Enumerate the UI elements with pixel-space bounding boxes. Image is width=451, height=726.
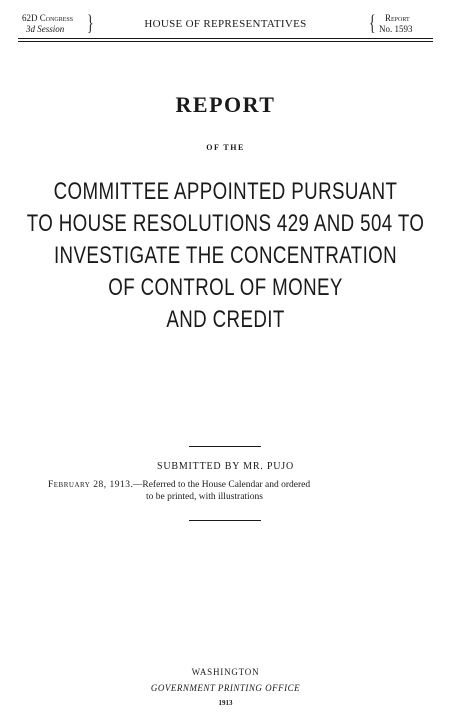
title-line: AND CREDIT [166,306,285,333]
session-label: 3d Session [26,24,65,34]
title-line: OF CONTROL OF MONEY [108,274,343,301]
house-heading: HOUSE OF REPRESENTATIVES [144,18,307,30]
report-label: Report [385,13,410,23]
congress-label: 62D Congress [22,13,74,23]
referral-note [48,479,428,503]
imprint-city: WASHINGTON [191,667,260,677]
title-line: INVESTIGATE THE CONCENTRATION [53,242,398,269]
title-line: TO HOUSE RESOLUTIONS 429 AND 504 TO [26,210,425,237]
report-number-block [379,13,413,35]
right-brace-icon: } [87,10,94,35]
divider-rule [189,520,261,521]
referral-text-continued: to be printed, with illustrations [146,492,263,502]
imprint-year: 1913 [218,699,233,707]
imprint-printer: GOVERNMENT PRINTING OFFICE [150,683,301,693]
referral-text: .—Referred to the House Calendar and ordered [130,480,311,490]
divider-rule [189,446,261,447]
referral-date: February 28, 1913 [48,480,131,490]
of-the-label: OF THE [206,143,245,152]
report-number: No. 1593 [379,24,413,34]
title-line: COMMITTEE APPOINTED PURSUANT [53,178,398,205]
report-title [26,176,425,336]
header-rule-top [18,38,433,39]
submitted-by: SUBMITTED BY MR. PUJO [157,461,294,472]
report-heading: REPORT [175,92,276,117]
header-rule-bottom [18,41,433,42]
left-brace-icon: { [369,10,376,35]
